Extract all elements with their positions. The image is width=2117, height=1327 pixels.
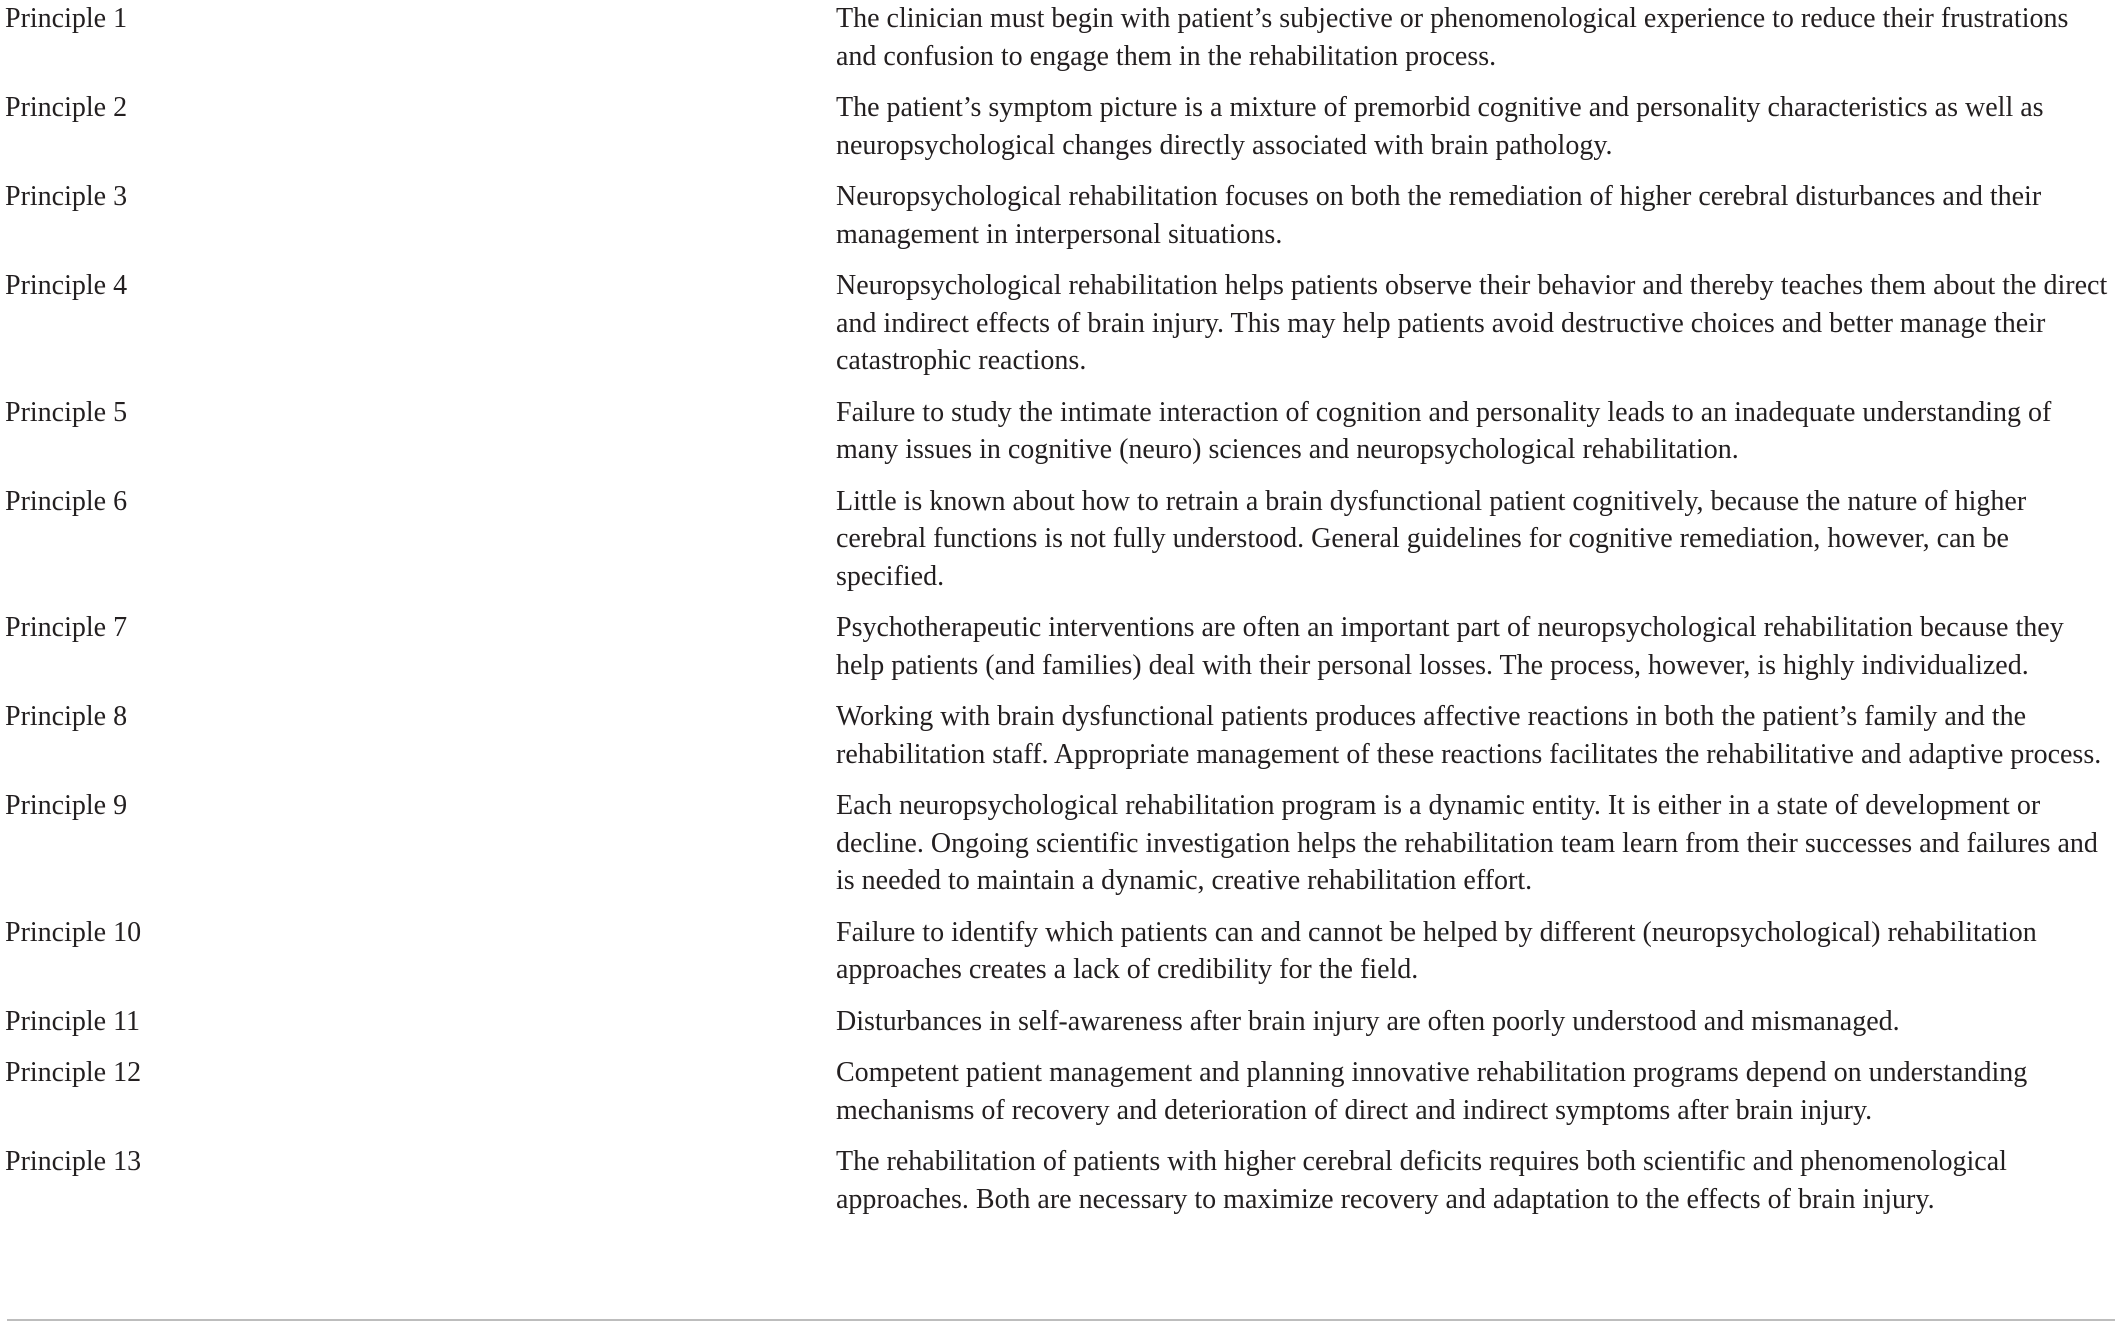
table-bottom-rule	[7, 1319, 2115, 1321]
principle-label: Principle 1	[5, 3, 128, 34]
table-row	[0, 1003, 2117, 1055]
principle-description: The patient’s symptom picture is a mixture of premorbid cognitive and personality characteristics as well as neuropsychological changes directly associated with brain pathology.	[836, 92, 2044, 161]
principle-description: Little is known about how to retrain a brain dysfunctional patient cognitively, because the nature of higher cerebral functions is not fully understood. General guidelines for cognitive remediation, however, can be specified.	[836, 485, 2027, 592]
table-row	[0, 787, 2117, 914]
principle-description: Each neuropsychological rehabilitation program is a dynamic entity. It is either in a state of development or decline. Ongoing scientific investigation helps the rehabilitation team learn from their successes and failures and is needed to maintain a dynamic, creative rehabilitation effort.	[836, 790, 2098, 896]
principle-label: Principle 7	[5, 612, 128, 643]
table-row	[0, 0, 2117, 89]
principle-label: Principle 13	[5, 1146, 142, 1177]
table-row	[0, 267, 2117, 394]
principle-label: Principle 12	[5, 1057, 142, 1088]
principle-description: Working with brain dysfunctional patients produces affective reactions in both the patient’s family and the rehabilitation staff. Appropriate management of these reactions facilitates the rehabilitative and adaptive process.	[836, 701, 2102, 770]
principle-label: Principle 4	[5, 270, 128, 301]
principle-description: Neuropsychological rehabilitation helps patients observe their behavior and thereby teaches them about the direct and indirect effects of brain injury. This may help patients avoid destructive choices and better manage their catastrophic reactions.	[836, 270, 2108, 376]
principle-label: Principle 6	[5, 485, 128, 517]
principle-label: Principle 11	[5, 1005, 141, 1037]
principle-description: Competent patient management and planning innovative rehabilitation programs depend on understanding mechanisms of recovery and deterioration of direct and indirect symptoms after brain injury.	[836, 1057, 2028, 1126]
principle-description: Failure to identify which patients can and cannot be helped by different (neuropsychological) rehabilitation approaches creates a lack of credibility for the field.	[836, 916, 2037, 985]
principle-description: The rehabilitation of patients with higher cerebral deficits requires both scientific and phenomenological approaches. Both are necessary to maximize recovery and adaptation to the effects of brain injury.	[836, 1146, 2007, 1215]
principle-label: Principle 5	[5, 396, 128, 428]
table-row	[0, 698, 2117, 787]
principle-description: The clinician must begin with patient’s subjective or phenomenological experience to reduce their frustrations and confusion to engage them in the rehabilitation process.	[836, 3, 2069, 72]
principle-label: Principle 10	[5, 916, 142, 948]
table-row	[0, 1054, 2117, 1143]
principle-label: Principle 9	[5, 790, 128, 821]
table-row	[0, 89, 2117, 178]
table-row	[0, 609, 2117, 698]
principle-description: Neuropsychological rehabilitation focuses on both the remediation of higher cerebral disturbances and their management in interpersonal situations.	[836, 181, 2042, 250]
table-row	[0, 178, 2117, 267]
principle-label: Principle 3	[5, 181, 128, 212]
principle-description: Psychotherapeutic interventions are often an important part of neuropsychological rehabilitation because they help patients (and families) deal with their personal losses. The process, however, is highly individualized.	[836, 612, 2064, 681]
table-row	[0, 914, 2117, 1003]
principle-description: Failure to study the intimate interaction of cognition and personality leads to an inadequate understanding of many issues in cognitive (neuro) sciences and neuropsychological rehabilitation.	[836, 396, 2052, 465]
table-row	[0, 394, 2117, 483]
principle-description: Disturbances in self-awareness after brain injury are often poorly understood and mismanaged.	[836, 1005, 1900, 1037]
table-row	[0, 1143, 2117, 1232]
table-row	[0, 483, 2117, 610]
principle-label: Principle 8	[5, 701, 128, 732]
principle-label: Principle 2	[5, 92, 128, 123]
